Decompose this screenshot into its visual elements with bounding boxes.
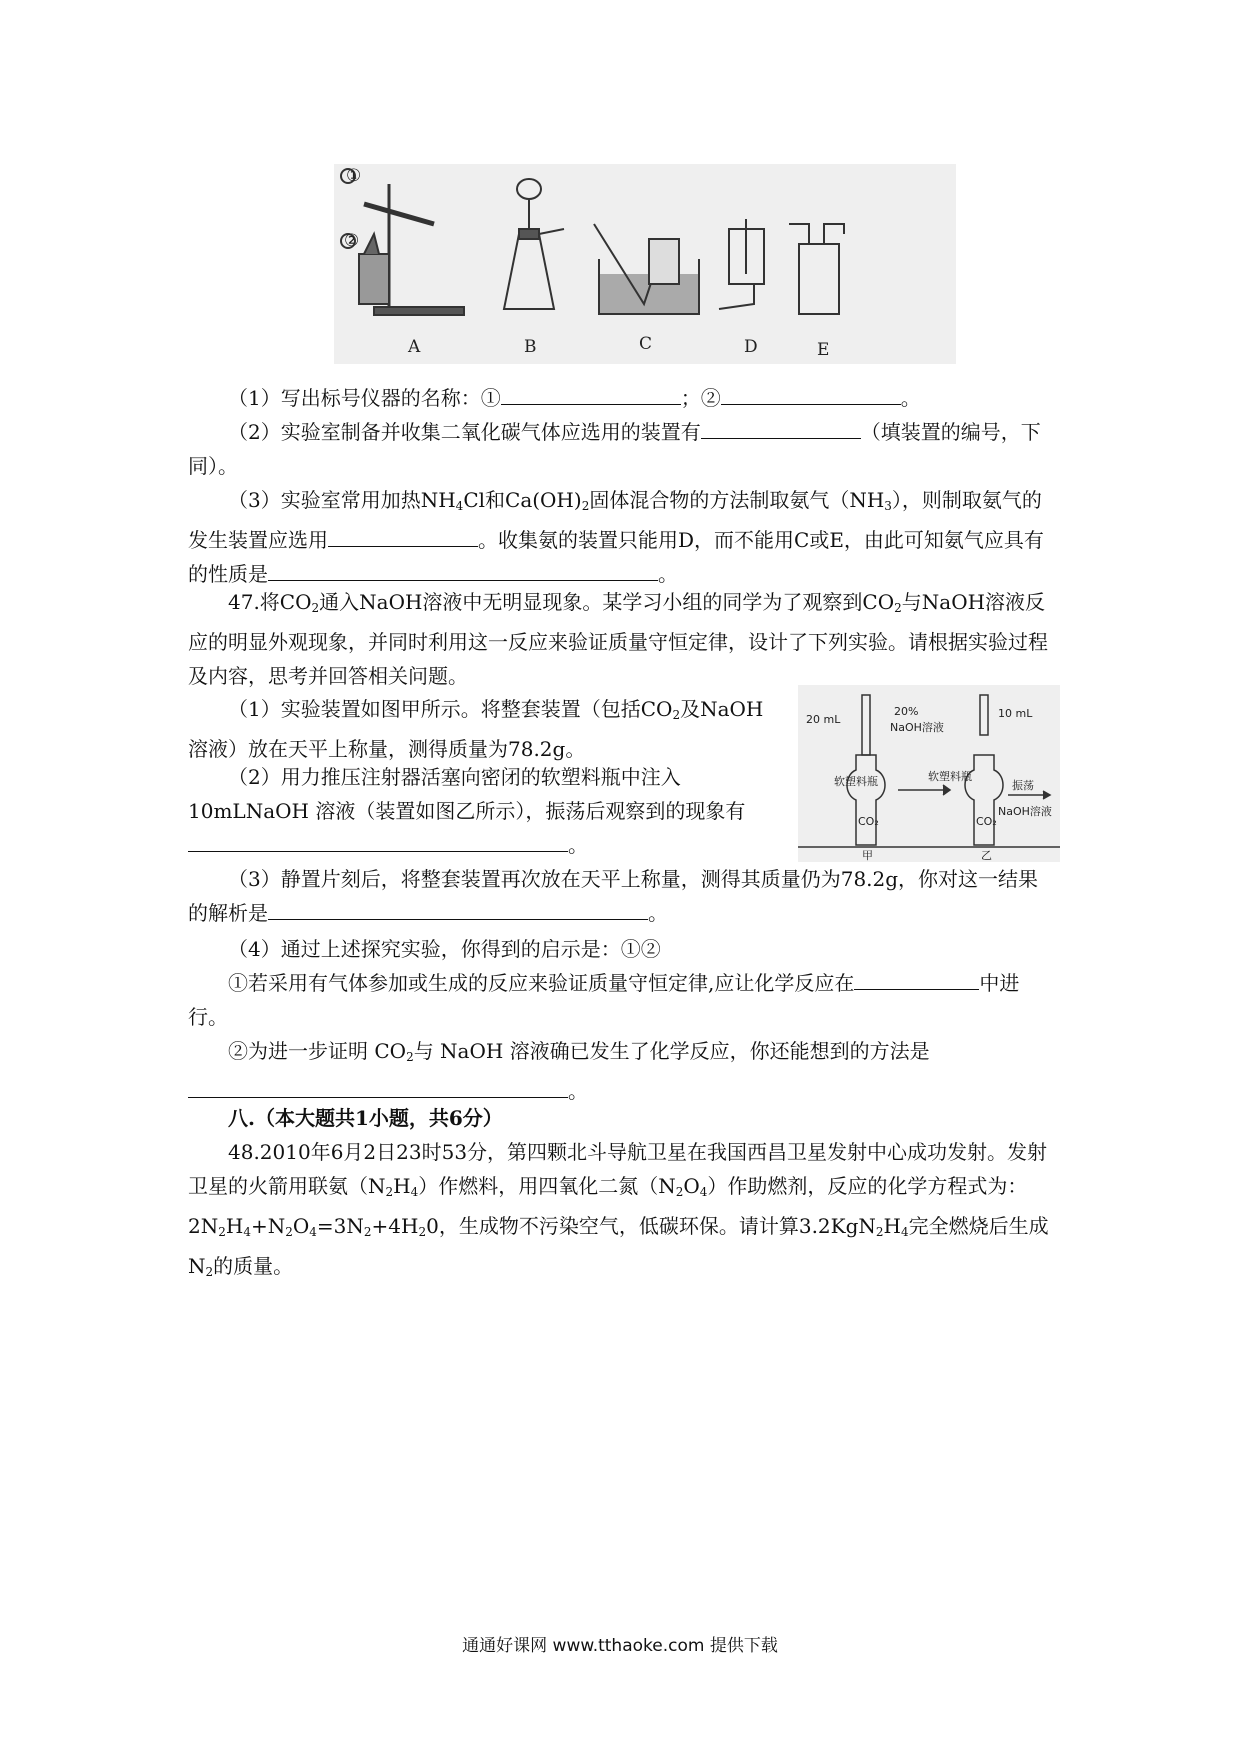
apparatus-b: [504, 179, 564, 309]
answer-blank[interactable]: [188, 1075, 568, 1098]
answer-blank[interactable]: [701, 416, 861, 439]
q47-part5: ①若采用有气体参加或生成的反应来验证质量守恒定律,应让化学反应在 中进行。: [188, 966, 1058, 1034]
q47-intro: 47.将$CO_2$通入NaOH溶液中无明显现象。某学习小组的同学为了观察到$CO_2$与NaOH溶液反应的明显外观现象，并同时利用这一反应来验证质量守恒定律，设计了下列实验。请根据实验过程及内容，思考并回答相关问题。: [188, 590, 1048, 688]
apparatus-e: [789, 224, 844, 314]
q47-part3: （3）静置片刻后，将整套装置再次放在天平上称量，测得其质量仍为78.2g，你对这一结果的解析是 。: [188, 867, 1039, 925]
label-e: E: [817, 340, 830, 360]
label-shake: 振荡: [1012, 779, 1034, 792]
section-heading: 八.（本大题共1小题，共6分）: [228, 1106, 503, 1130]
label-co2-2: CO₂: [976, 815, 997, 828]
answer-blank[interactable]: [188, 829, 568, 852]
label-co2-1: CO₂: [858, 815, 879, 828]
q47-part4: （4）通过上述探究实验，你得到的启示是：①②: [228, 937, 661, 961]
marker-1: ①: [346, 166, 362, 186]
q48: 48.2010年6月2日23时53分，第四颗北斗导航卫星在我国西昌卫星发射中心成功发射。发射卫星的火箭用联氨$(N_2H_4)$作燃料，用四氧化二氮$(N_2O_4)$作助燃剂，反应的化学方程式为：$2N_2H_4+N_2O_4=3N_2+4H_20$，生成物不污染空气，低碳环保。请计算$3.2KgN_2H_4$完全燃烧后生成$N_2$的质量。: [188, 1140, 1049, 1279]
answer-blank[interactable]: [328, 524, 478, 547]
q47-part1: （1）实验装置如图甲所示。将整套装置（包括$CO_2$及NaOH溶液）放在天平上称量，测得质量为78.2g。: [188, 697, 764, 761]
label-jia: 甲: [862, 849, 873, 862]
answer-blank[interactable]: [501, 382, 681, 405]
label-b: B: [524, 337, 537, 357]
experiment-figure: [798, 685, 1060, 862]
answer-blank[interactable]: [721, 382, 901, 405]
q-prev-1: （1）写出标号仪器的名称：① ；② 。: [188, 381, 1058, 415]
apparatus-a: [341, 169, 464, 315]
label-naoh-solution-2: NaOH溶液: [998, 805, 1052, 818]
answer-blank[interactable]: [268, 558, 658, 581]
apparatus-d: [719, 219, 764, 309]
label-soft-bottle-2: 软塑料瓶: [928, 770, 972, 783]
label-10ml: 10 mL: [998, 707, 1033, 720]
label-yi: 乙: [981, 849, 992, 862]
answer-blank[interactable]: [268, 897, 648, 920]
label-d: D: [744, 337, 758, 357]
footer-text: 通通好课网 www.tthaoke.com 提供下载: [462, 1636, 778, 1656]
label-20pct: 20%: [894, 705, 919, 718]
q47-part6: ②为进一步证明 $CO_2$与 NaOH 溶液确已发生了化学反应，你还能想到的方法是。: [188, 1034, 1058, 1108]
apparatus-figure: [334, 164, 956, 364]
label-naoh-solution: NaOH溶液: [890, 721, 944, 734]
label-a: A: [408, 337, 421, 357]
label-c: C: [639, 334, 653, 354]
q-prev-3: （3）实验室常用加热$NH_4Cl$和$Ca(OH)_2$固体混合物的方法制取氨气$(NH_3)$，则制取氨气的发生装置应选用 。收集氨的装置只能用D，而不能用C或E，由此可知氨气应具有的性质是 。: [188, 488, 1044, 586]
marker-2: ②: [344, 231, 360, 251]
apparatus-c: [594, 224, 699, 314]
q-prev-2: （2）实验室制备并收集二氧化碳气体应选用的装置有 （填装置的编号，下同）。: [188, 415, 1058, 483]
label-soft-bottle-1: 软塑料瓶: [834, 775, 878, 788]
label-20ml: 20 mL: [806, 713, 841, 726]
answer-blank[interactable]: [854, 967, 979, 990]
q47-part2: （2）用力推压注射器活塞向密闭的软塑料瓶中注入10mLNaOH 溶液（装置如图乙所示），振荡后观察到的现象有。: [188, 765, 746, 857]
